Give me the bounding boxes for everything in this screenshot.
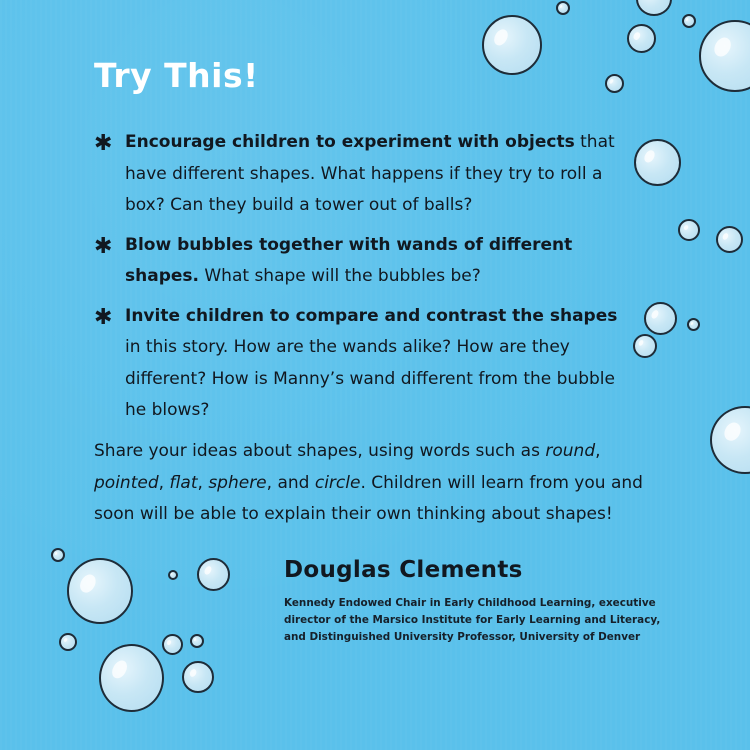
bubble-icon (556, 1, 570, 15)
share-text: Share your ideas about shapes, using words such as (94, 441, 546, 461)
bubble-icon (182, 661, 214, 693)
bubble-icon (716, 226, 743, 253)
bubble-icon (197, 558, 230, 591)
shape-word: pointed (94, 472, 159, 493)
share-text: , (158, 472, 170, 493)
author-block (284, 557, 684, 646)
share-text: , (197, 472, 209, 493)
bubble-icon (633, 334, 657, 358)
bubble-icon (168, 570, 178, 580)
shape-word: circle (314, 472, 361, 493)
bubble-icon (687, 318, 700, 331)
share-text: , (595, 441, 601, 461)
shape-word: flat (169, 472, 198, 493)
bubble-icon (634, 139, 681, 186)
shape-word: round (545, 441, 596, 461)
bubble-icon (678, 219, 700, 241)
bubble-icon (99, 644, 164, 712)
shape-word: sphere (208, 472, 267, 493)
asterisk-icon: ✱ (94, 131, 113, 156)
share-text: . Children will learn from you and soon will be able to explain their own thinking about shapes! (94, 472, 643, 524)
tip-item (94, 230, 624, 293)
page-title: Try This! (94, 56, 259, 95)
tip-text: that have different shapes. What happens if they try to roll a box? Can they build a tower out of balls? (125, 132, 615, 215)
bubble-icon (605, 74, 624, 93)
tip-bold-text: Invite children to compare and contrast the shapes (125, 305, 618, 326)
bubble-icon (682, 14, 696, 28)
bubble-icon (51, 548, 65, 562)
share-text: , and (266, 472, 315, 493)
author-name: Douglas Clements (284, 557, 523, 583)
bubble-icon (190, 634, 204, 648)
bubble-icon (627, 24, 656, 53)
tip-text: in this story. How are the wands alike? How are they different? How is Manny’s wand different from the bubble he blows? (125, 337, 615, 420)
tip-bold-text: Encourage children to experiment with objects (125, 132, 575, 152)
bubble-icon (644, 302, 677, 335)
share-paragraph (94, 436, 674, 531)
bubble-icon (482, 15, 542, 75)
bubble-icon (67, 558, 133, 624)
asterisk-icon: ✱ (94, 304, 113, 330)
asterisk-icon: ✱ (94, 233, 113, 259)
bubble-icon (162, 634, 183, 655)
tip-item (94, 127, 624, 222)
tip-bold-text: Blow bubbles together with wands of different shapes. (125, 234, 573, 286)
tip-text: What shape will the bubbles be? (198, 266, 481, 286)
author-bio: Kennedy Endowed Chair in Early Childhood Learning, executive director of the Marsico Institute for Early Learning and Literacy, and Distinguished University Professor, University of Denver (284, 597, 661, 643)
tips-list (94, 127, 624, 435)
bubble-icon (59, 633, 77, 651)
tip-item (94, 301, 624, 427)
